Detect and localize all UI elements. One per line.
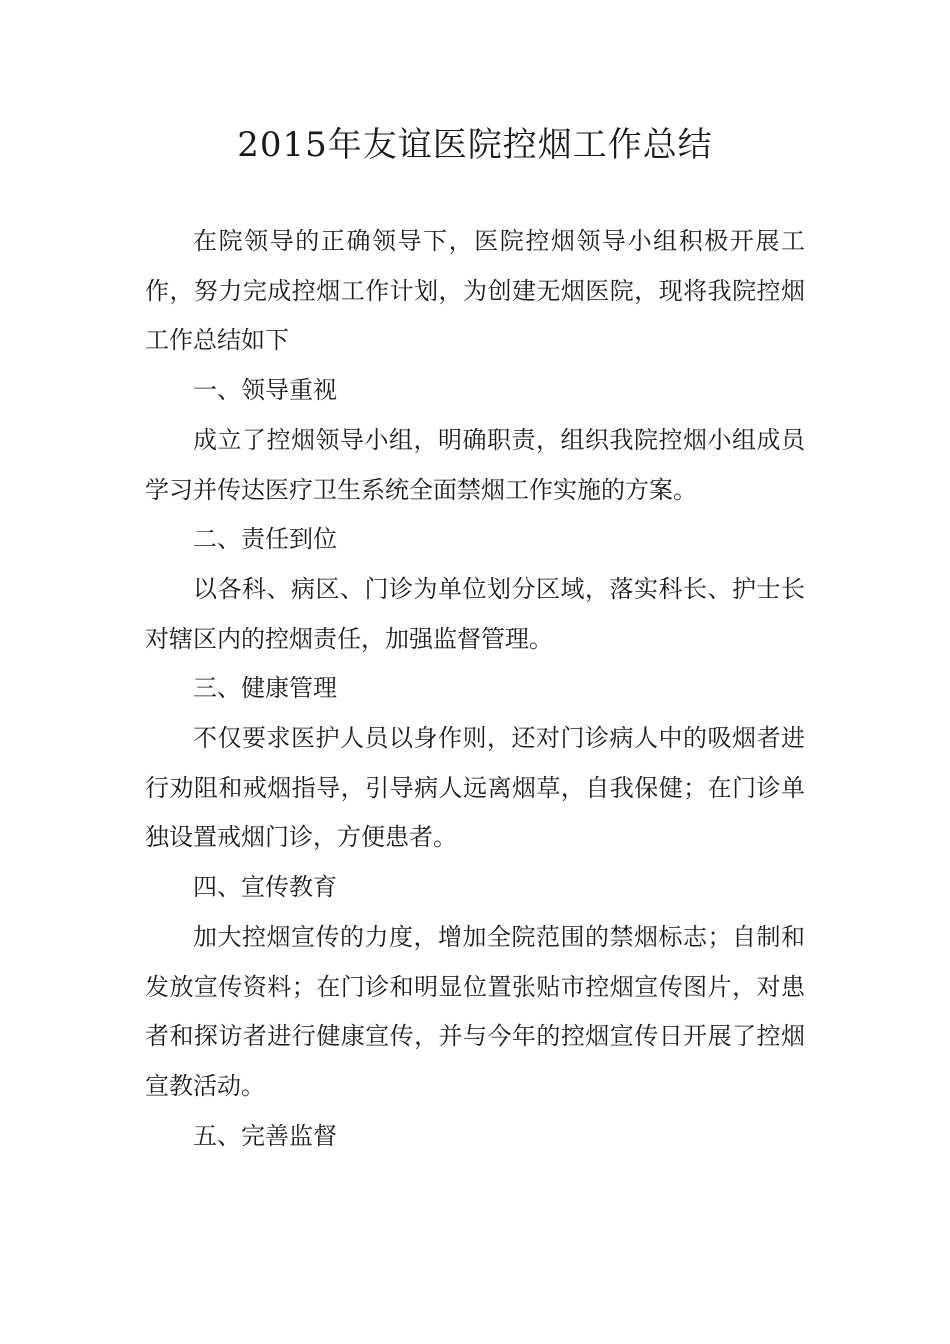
section-paragraph-1: 成立了控烟领导小组，明确职责，组织我院控烟小组成员学习并传达医疗卫生系统全面禁烟工作实施的方案。 [145,425,805,504]
section-heading-1: 一、领导重视 [193,376,337,405]
section-paragraph-3: 不仅要求医护人员以身作则，还对门诊病人中的吸烟者进行劝阻和戒烟指导，引导病人远离烟草，自我保健；在门诊单独设置戒烟门诊，方便患者。 [145,724,805,852]
section-heading-5: 五、完善监督 [193,1121,337,1150]
intro-paragraph: 在院领导的正确领导下，医院控烟领导小组积极开展工作，努力完成控烟工作计划，为创建无烟医院，现将我院控烟工作总结如下 [145,227,805,355]
section-heading-2: 二、责任到位 [193,525,337,554]
section-paragraph-2: 以各科、病区、门诊为单位划分区域，落实科长、护士长对辖区内的控烟责任，加强监督管理。 [145,574,805,653]
document-title: 2015年友谊医院控烟工作总结 [237,125,713,165]
section-paragraph-4: 加大控烟宣传的力度，增加全院范围的禁烟标志；自制和发放宣传资料；在门诊和明显位置张贴市控烟宣传图片，对患者和探访者进行健康宣传，并与今年的控烟宣传日开展了控烟宣教活动。 [145,922,805,1100]
section-heading-3: 三、健康管理 [193,674,337,703]
document-body [145,217,805,1161]
section-heading-4: 四、宣传教育 [193,873,337,902]
